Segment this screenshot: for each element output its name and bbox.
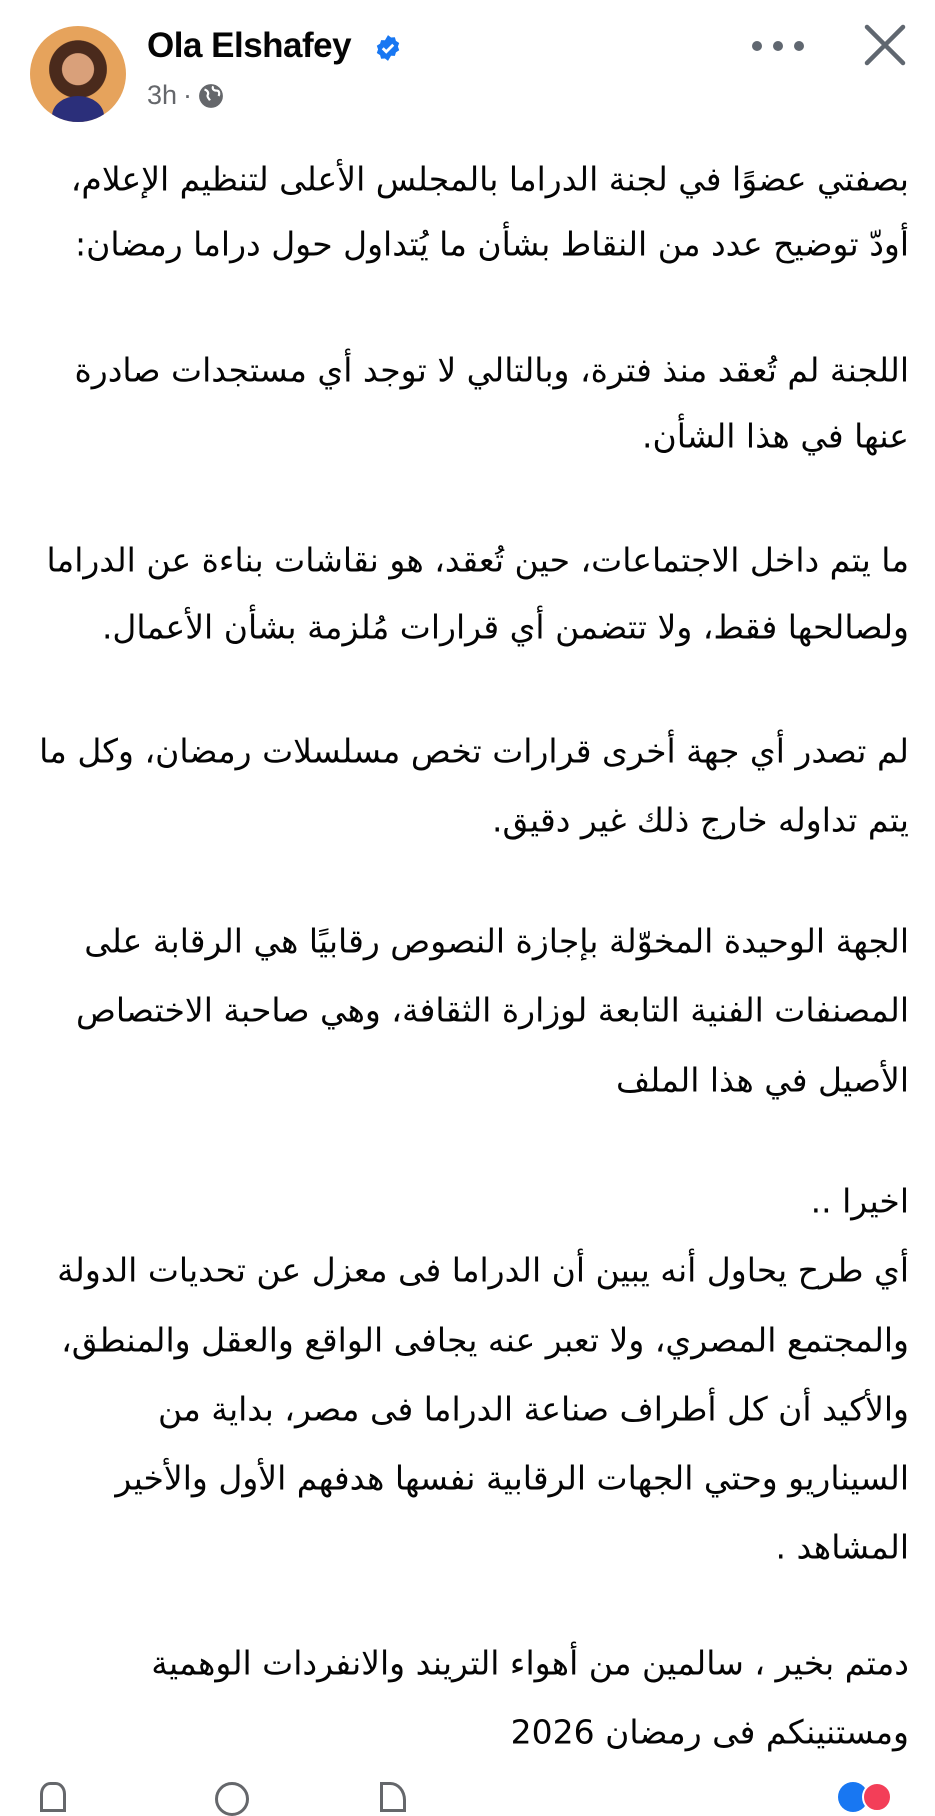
action-bar (0, 1778, 935, 1800)
post-text-line: أي طرح يحاول أنه يبين أن الدراما فى معزل عن تحديات الدولة (57, 1250, 909, 1290)
post-text-line: السيناريو وحتي الجهات الرقابية نفسها هدفهم الأول والأخير (115, 1458, 909, 1498)
post-text-line: اخيرا .. (810, 1181, 909, 1221)
post-time[interactable]: 3h (147, 80, 178, 110)
verified-badge-icon (374, 34, 402, 62)
globe-icon (198, 83, 224, 109)
dot-icon (752, 41, 762, 51)
dot-icon (773, 41, 783, 51)
post-text-line: الأصيل في هذا الملف (616, 1060, 909, 1100)
post-text-line: دمتم بخير ، سالمين من أهواء التريند والانفردات الوهمية (151, 1643, 909, 1683)
dot-icon (794, 41, 804, 51)
share-icon[interactable] (380, 1782, 406, 1812)
love-reaction-icon[interactable] (862, 1782, 892, 1812)
avatar-figure (52, 96, 104, 122)
post-text-line: بصفتي عضوًا في لجنة الدراما بالمجلس الأعلى لتنظيم الإعلام، (70, 159, 909, 199)
author-name[interactable]: Ola Elshafey (147, 26, 352, 65)
post-text-line: عنها في هذا الشأن. (642, 416, 909, 456)
post-text-line: والمجتمع المصري، ولا تعبر عنه يجافى الواقع والعقل والمنطق، (61, 1320, 909, 1360)
post-text-line: ولصالحها فقط، ولا تتضمن أي قرارات مُلزمة بشأن الأعمال. (101, 607, 909, 647)
close-icon[interactable] (862, 22, 908, 68)
post-text-line: المشاهد . (775, 1527, 909, 1567)
post-text-line: اللجنة لم تُعقد منذ فترة، وبالتالي لا توجد أي مستجدات صادرة (74, 350, 909, 390)
post-meta (147, 80, 224, 111)
meta-separator: · (183, 80, 193, 110)
post-text-line: أودّ توضيح عدد من النقاط بشأن ما يُتداول حول دراما رمضان: (75, 224, 909, 264)
post-text-line: لم تصدر أي جهة أخرى قرارات تخص مسلسلات رمضان، وكل ما (39, 731, 909, 771)
post-text-line: والأكيد أن كل أطراف صناعة الدراما فى مصر، بداية من (157, 1389, 909, 1429)
more-options-button[interactable] (752, 28, 804, 64)
post-text-line: الجهة الوحيدة المخوّلة بإجازة النصوص رقابيًا هي الرقابة على (84, 921, 909, 961)
like-icon[interactable] (40, 1782, 66, 1812)
comment-icon[interactable] (215, 1782, 249, 1816)
post-text-line: ومستنينكم فى رمضان 2026 (510, 1712, 909, 1752)
author-avatar[interactable] (30, 26, 126, 122)
post-text-line: يتم تداوله خارج ذلك غير دقيق. (491, 800, 909, 840)
post-text-line: المصنفات الفنية التابعة لوزارة الثقافة، وهي صاحبة الاختصاص (75, 990, 909, 1030)
post-text-line: ما يتم داخل الاجتماعات، حين تُعقد، هو نقاشات بناءة عن الدراما (46, 540, 909, 580)
